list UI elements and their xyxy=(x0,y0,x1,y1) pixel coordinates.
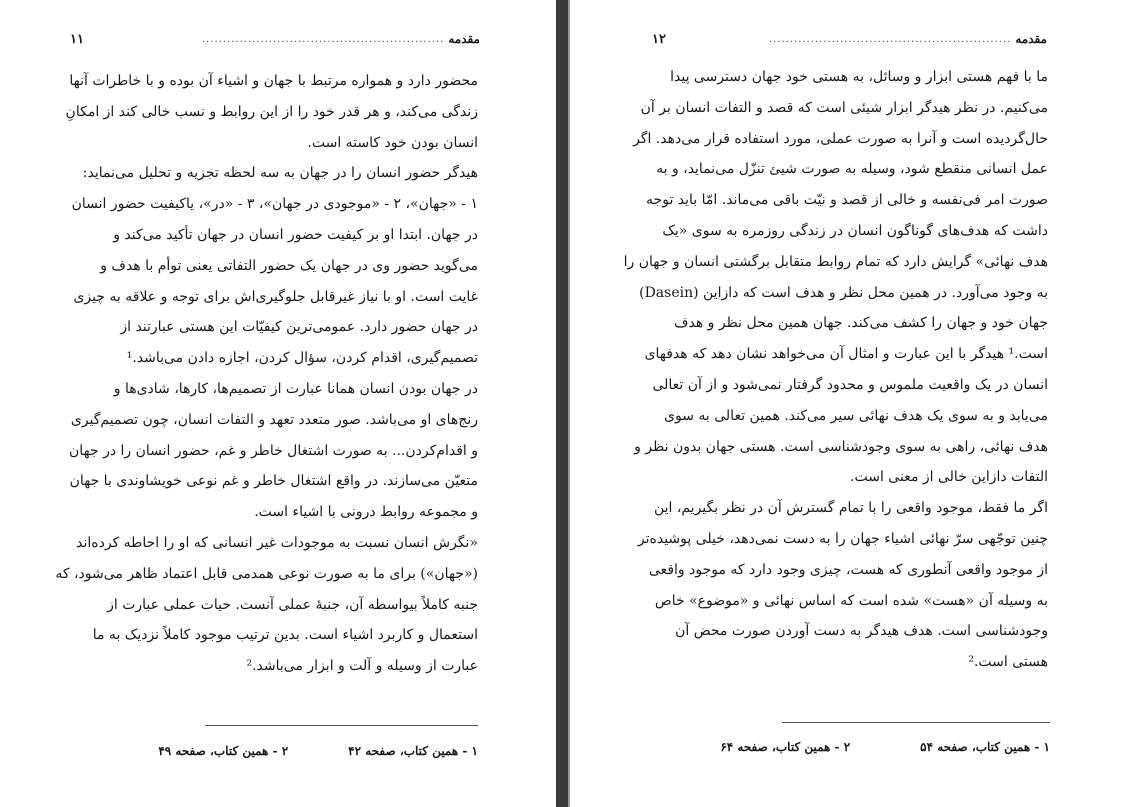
text-line: چنین توجّهی سرّ نهائی اشیاء جهان را به دست نمی‌دهد، خیلی پوشیده‌تر xyxy=(637,530,1048,547)
text-line: و مجموعه روابط درونی با اشیاء است. xyxy=(254,504,478,521)
text-line: تصمیم‌گیری، اقدام کردن، سؤال کردن، اجازه دادن می‌باشد.¹ xyxy=(126,350,478,367)
text-line: غایت است. او با نیاز غیرقابل جلوگیری‌اش برای توجه و علاقه به چیزی xyxy=(73,288,478,305)
text-line: و اقدام‌کردن... به صورت اشتغال خاطر و غم، حضور انسان را در جهان xyxy=(68,442,478,459)
footnote: ۲ - همین کتاب، صفحه ۶۴ xyxy=(720,740,851,754)
text-line: عبارت از وسیله و آلت و ابزار می‌باشد.² xyxy=(246,658,478,675)
text-line: به وجود می‌آورد. در همین محل نظر و هدف است که دازاین (Dasein) xyxy=(639,284,1048,301)
text-line: زندگی می‌کند، و هر قدر خود را از این روابط و نسب خالی کند از امکانِ xyxy=(65,103,478,120)
text-line: هدف نهائی» گرایش دارد که تمام روابط متقابل برگشتی انسان و جهان را xyxy=(623,253,1048,270)
text-line: وجودشناسی است. هدف هیدگر به دست آوردن صورت محض آن xyxy=(675,623,1048,640)
text-line: در جهان بودن انسان همانا عبارت از تصمیم‌ها، کارها، شادی‌ها و xyxy=(113,380,478,397)
text-line: التفات دازاین خالی از معنی است. xyxy=(850,469,1048,486)
left-header-title: مقدمه xyxy=(448,32,480,46)
text-line: انسان در یک واقعیت ملموس و محدود گرفتار نمی‌شود و از آن تعالی xyxy=(652,376,1048,393)
text-line: جهان خود و جهان را کشف می‌کند. جهان همین محل نظر و هدف xyxy=(673,315,1048,332)
footnote: ۱ - همین کتاب، صفحه ۴۲ xyxy=(348,744,478,758)
text-line: («جهان») برای ما به صورت نوعی همدمی قابل اعتماد ظاهر می‌شود، که xyxy=(55,565,478,582)
text-line: می‌گوید حضور وی در جهان یک حضور التفاتی یعنی توأم با هدف و xyxy=(100,257,478,274)
left-page-body xyxy=(55,66,478,682)
text-line: می‌کنیم. در نظر هیدگر ابزار شیئی است که قصد و التفات انسان بر آن xyxy=(640,99,1048,116)
book-gutter xyxy=(556,0,570,807)
text-line: متعیّن می‌سازند. در واقع اشتغال خاطر و غم نوعی خویشاوندی با جهان xyxy=(69,473,478,490)
left-footnotes xyxy=(110,744,478,758)
text-line: در جهان حضور دارد. عمومی‌ترین کیفیّات این هستی عبارتند از xyxy=(120,319,478,336)
text-line: صورت امر فی‌نفسه و خالی از قصد و نیّت باقی می‌ماند. امّا باید توجه xyxy=(646,192,1048,209)
text-line: به وسیله آن «هست» شده است که اساس نهائی و «موضوع» خاص xyxy=(654,592,1048,609)
text-line: داشت که هدف‌های گوناگون انسان در زندگی روزمره به سوی «یک xyxy=(662,222,1048,239)
text-line: عمل انسانی منقطع شود، وسیله به صورت شیئ تنزّل می‌نماید، و به xyxy=(656,161,1048,178)
text-line: هستی است.² xyxy=(968,654,1048,671)
footnote-divider xyxy=(205,725,478,726)
right-page-body xyxy=(623,62,1048,678)
text-line: از موجود واقعی آنطوری که هست، چیزی وجود دارد که موجود واقعی xyxy=(648,561,1048,578)
text-line: اگر ما فقط، موجود واقعی را با تمام گسترش آن در نظر بگیریم، این xyxy=(653,500,1048,517)
right-page-header xyxy=(652,30,1047,48)
text-line: محضور دارد و همواره مرتبط با جهان و اشیاء آن بوده و با خاطرات آنها xyxy=(69,73,478,89)
right-footnotes xyxy=(690,740,1050,754)
text-line: جنبه کاملاً بیواسطه آن، جنبهٔ عملی آنست. حیات عملی عبارت از xyxy=(107,596,478,613)
text-line: انسان بودن خود کاسته است. xyxy=(307,134,478,151)
left-header-leader-dots: .......................................................... xyxy=(201,33,445,45)
text-line: استعمال و کاربرد اشیاء است. بدین ترتیب موجود کاملاً نزدیک به ما xyxy=(92,627,478,644)
left-page xyxy=(0,0,556,807)
right-header-title: مقدمه xyxy=(1015,32,1047,46)
left-page-number: ۱۱ xyxy=(70,31,84,47)
text-line: می‌یابد و به سوی یک هدف نهائی سیر می‌کند. همین تعالی به سوی xyxy=(664,407,1048,424)
text-line: هدف نهائی، راهی به سوی وجودشناسی است. هستی جهان بدون نظر و xyxy=(634,438,1048,455)
right-page-number: ۱۲ xyxy=(652,31,666,47)
footnote: ۲ - همین کتاب، صفحه ۴۹ xyxy=(158,744,289,758)
text-line: ما با فهم هستی ابزار و وسائل، به هستی خود جهان دسترسی پیدا xyxy=(670,69,1048,85)
right-page xyxy=(570,0,1123,807)
text-line: در جهان. ابتدا او بر کیفیت حضور انسان در جهان تأکید می‌کند و xyxy=(113,226,478,243)
text-line: «نگرش انسان نسبت به موجودات غیر انسانی که او را احاطه کرده‌اند xyxy=(76,534,478,551)
footnote-divider xyxy=(782,722,1050,723)
text-line: ۱ - «جهان»، ۲ - «موجودی در جهان»، ۳ - «در»، یاکیفیت حضور انسان xyxy=(71,196,478,213)
text-line: رنج‌های او می‌باشد. صور متعدد تعهد و التفات انسان، چون تصمیم‌گیری xyxy=(70,411,478,428)
text-line: هیدگر حضور انسان را در جهان به سه لحظه تجزیه و تحلیل می‌نماید: xyxy=(82,165,478,182)
text-line: حال‌گردیده است و آنرا به صورت عملی، مورد استفاده قرار می‌دهد. اگر xyxy=(633,130,1048,147)
text-line: است.¹ هیدگر با این عبارت و امثال آن می‌خواهد نشان دهد که هدفهای xyxy=(644,346,1048,363)
left-page-header xyxy=(70,30,480,48)
footnote: ۱ - همین کتاب، صفحه ۵۴ xyxy=(920,740,1050,754)
right-header-leader-dots: .......................................................... xyxy=(768,33,1012,45)
